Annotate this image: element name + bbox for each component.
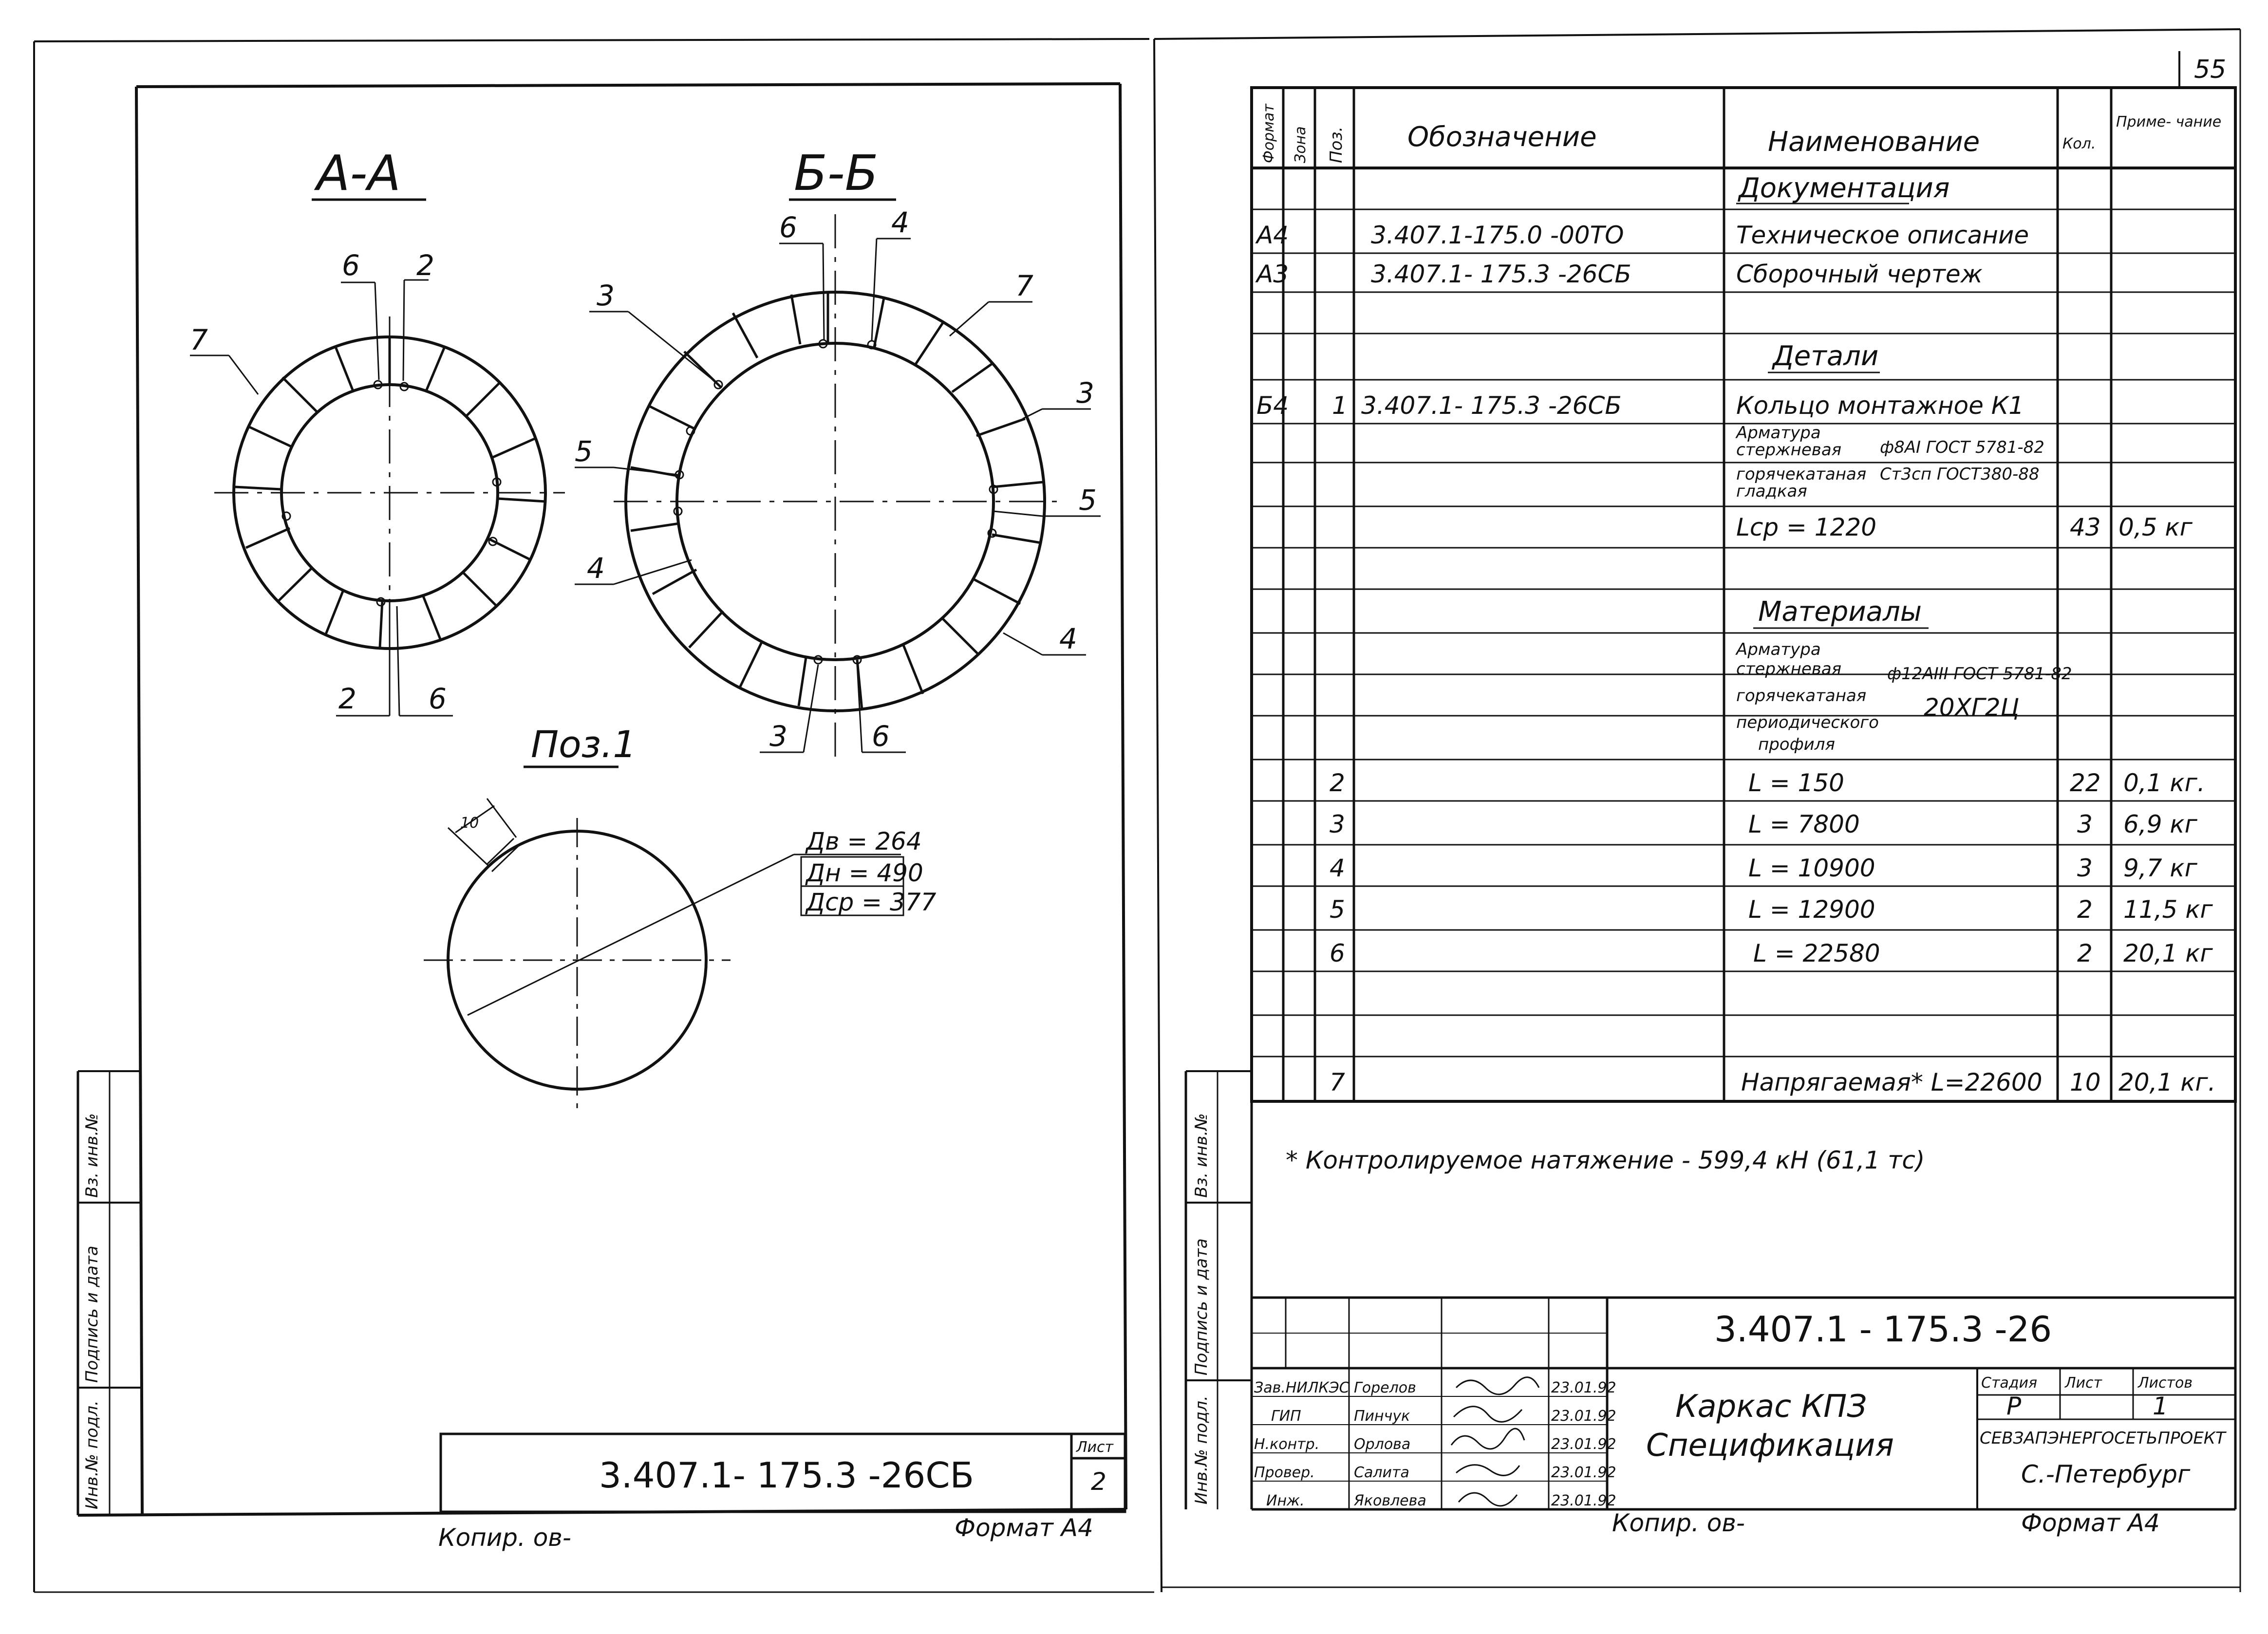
section-aa-title: А-А <box>317 145 401 202</box>
item7-name: Напрягаемая* L=22600 <box>1741 1068 2043 1096</box>
left-sheet <box>78 84 1126 1552</box>
signers <box>1254 1379 1616 1509</box>
detail-mat-2: стержневая <box>1736 440 1842 460</box>
doc1-name: Техническое описание <box>1736 221 2029 249</box>
detail-mat-1: Арматура <box>1736 423 1821 443</box>
left-margin-labels <box>82 1113 102 1509</box>
detail-designation: 3.407.1- 175.3 -26СБ <box>1361 391 1622 420</box>
item5-pos: 5 <box>1330 895 1345 924</box>
item5-qty: 2 <box>2077 895 2093 924</box>
title-line-1: Каркас КПЗ <box>1675 1389 1867 1425</box>
org-city: С.-Петербург <box>2021 1460 2191 1488</box>
margin-signature-date: Подпись и дата <box>82 1245 102 1383</box>
signer4-role: Провер. <box>1254 1464 1315 1481</box>
signer2-date: 23.01.92 <box>1551 1408 1616 1425</box>
spec-table-grid <box>1186 88 2235 1509</box>
sheet-label: Лист <box>2065 1374 2102 1392</box>
detail-mat-4: горячекатаная <box>1736 464 1867 484</box>
header-note: Приме- чание <box>2116 113 2222 130</box>
detail-format: Б4 <box>1256 391 1289 420</box>
header-qty: Кол. <box>2062 135 2096 152</box>
mat-3: ф12АIII ГОСТ 5781-82 <box>1887 664 2072 684</box>
signer1-name: Горелов <box>1354 1379 1416 1396</box>
section-docs: Документация <box>1739 172 1950 204</box>
aa-callout-6-bottom: 6 <box>429 682 447 715</box>
item3-pos: 3 <box>1330 810 1345 838</box>
bb-callout-5-left: 5 <box>575 435 593 468</box>
bb-callout-3-right: 3 <box>1076 376 1094 409</box>
item4-pos: 4 <box>1330 854 1345 882</box>
items-rows <box>1330 769 2216 1096</box>
bb-callout-4-left: 4 <box>587 552 605 585</box>
signer1-role: Зав.НИЛКЭС <box>1254 1379 1350 1396</box>
item2-qty: 22 <box>2070 769 2101 797</box>
pos1-dim-dn: Дн = 490 <box>806 859 923 887</box>
spec-margin-inv-orig: Инв.№ подл. <box>1192 1395 1211 1504</box>
sheets-label: Листов <box>2138 1374 2193 1392</box>
pos1-dim-dv: Дв = 264 <box>806 827 922 855</box>
signer3-date: 23.01.92 <box>1551 1436 1616 1453</box>
signer5-role: Инж. <box>1266 1492 1305 1509</box>
left-footer-format: Формат А4 <box>955 1514 1093 1542</box>
left-stamp-sheet-label: Лист <box>1076 1439 1114 1456</box>
mat-2: стержневая <box>1736 659 1842 679</box>
detail-mat-6: гладкая <box>1736 482 1807 501</box>
spec-header <box>1260 103 2221 163</box>
item4-name: L = 10900 <box>1748 854 1875 882</box>
pos1-title: Поз.1 <box>531 723 637 766</box>
item4-qty: 3 <box>2077 854 2093 882</box>
docs-rows <box>1255 221 2029 288</box>
aa-callout-6-top: 6 <box>342 249 360 282</box>
doc2-name: Сборочный чертеж <box>1736 260 1983 288</box>
aa-callout-2-bottom: 2 <box>338 682 356 715</box>
header-format: Формат <box>1260 104 1277 163</box>
detail-len-note: 0,5 кг <box>2118 513 2193 541</box>
aa-callout-2-top: 2 <box>416 249 434 282</box>
pos1-dim-10: 10 <box>460 815 479 832</box>
signer5-date: 23.01.92 <box>1551 1492 1616 1509</box>
item3-name: L = 7800 <box>1748 810 1860 838</box>
item7-pos: 7 <box>1330 1068 1345 1096</box>
title-line-2: Спецификация <box>1646 1428 1894 1464</box>
right-sheet <box>1186 51 2235 1537</box>
detail-len-qty: 43 <box>2070 513 2101 541</box>
stage-label: Стадия <box>1981 1374 2038 1392</box>
bb-callout-6-bottom: 6 <box>872 720 890 753</box>
item6-name: L = 22580 <box>1753 939 1880 967</box>
detail-len-name: Lср = 1220 <box>1736 513 1877 541</box>
item6-pos: 6 <box>1330 939 1345 967</box>
spec-margin-signature-date: Подпись и дата <box>1192 1238 1211 1375</box>
item2-pos: 2 <box>1330 769 1345 797</box>
detail-mat-3: ф8АI ГОСТ 5781-82 <box>1880 438 2044 457</box>
signer4-name: Салита <box>1354 1464 1409 1481</box>
right-footer-copy: Копир. ов- <box>1612 1509 1745 1537</box>
right-margin-labels <box>1192 1113 1211 1504</box>
spec-footnote: * Контролируемое натяжение - 599,4 кН (61,1 тс) <box>1286 1146 1925 1174</box>
item3-qty: 3 <box>2077 810 2093 838</box>
signer3-role: Н.контр. <box>1254 1436 1320 1453</box>
pos1-dim-dsr: Дср = 377 <box>806 888 937 916</box>
detail-name: Кольцо монтажное К1 <box>1736 391 2024 420</box>
mat-4: горячекатаная <box>1736 686 1867 706</box>
mat-1: Арматура <box>1736 640 1821 659</box>
bb-callout-4-top: 4 <box>891 206 909 239</box>
mat-7: профиля <box>1758 735 1835 754</box>
header-pos: Поз. <box>1327 126 1346 163</box>
signer1-date: 23.01.92 <box>1551 1379 1616 1396</box>
item7-note: 20,1 кг. <box>2118 1068 2216 1096</box>
stage-value: Р <box>2006 1392 2022 1420</box>
item5-note: 11,5 кг <box>2123 895 2213 924</box>
spec-margin-inv-dup: Вз. инв.№ <box>1192 1113 1211 1198</box>
item4-note: 9,7 кг <box>2123 854 2197 882</box>
item5-name: L = 12900 <box>1748 895 1875 924</box>
item6-qty: 2 <box>2077 939 2093 967</box>
detail-mat-5: Ст3сп ГОСТ380-88 <box>1880 464 2040 484</box>
detail-pos: 1 <box>1332 391 1348 420</box>
section-bb-title: Б-Б <box>794 145 879 202</box>
materials-block <box>1735 640 2072 754</box>
left-stamp-code: 3.407.1- 175.3 -26СБ <box>599 1455 974 1496</box>
mat-6: периодического <box>1736 713 1879 732</box>
header-name: Наименование <box>1768 126 1980 158</box>
signer2-name: Пинчук <box>1354 1408 1410 1425</box>
section-aa-ring <box>190 280 565 716</box>
header-zone: Зона <box>1292 126 1309 163</box>
title-block-code: 3.407.1 - 175.3 -26 <box>1714 1309 2052 1350</box>
bb-callout-6-top: 6 <box>779 211 797 244</box>
item6-note: 20,1 кг <box>2123 939 2213 967</box>
bb-callout-3-left: 3 <box>597 279 615 312</box>
item2-note: 0,1 кг. <box>2123 769 2205 797</box>
bb-callout-4-right: 4 <box>1059 622 1077 655</box>
doc1-designation: 3.407.1-175.0 -00ТО <box>1371 221 1624 249</box>
item3-note: 6,9 кг <box>2123 810 2197 838</box>
signer5-name: Яковлева <box>1354 1492 1426 1509</box>
aa-callout-7: 7 <box>190 323 208 356</box>
doc2-designation: 3.407.1- 175.3 -26СБ <box>1371 260 1631 288</box>
signer4-date: 23.01.92 <box>1551 1464 1616 1481</box>
page-number: 55 <box>2194 55 2227 84</box>
bb-callout-5-right: 5 <box>1079 483 1097 517</box>
doc1-format: А4 <box>1256 221 1289 249</box>
margin-inv-dup: Вз. инв.№ <box>82 1113 102 1198</box>
item2-name: L = 150 <box>1748 769 1844 797</box>
left-stamp-sheet-no: 2 <box>1091 1467 1106 1496</box>
section-details: Детали <box>1773 340 1879 372</box>
left-footer-copy: Копир. ов- <box>438 1523 571 1552</box>
bb-callout-7: 7 <box>1015 269 1033 302</box>
signer3-name: Орлова <box>1354 1436 1411 1453</box>
bb-callout-3-bottom: 3 <box>769 720 787 753</box>
mat-5: 20ХГ2Ц <box>1924 693 2020 722</box>
section-aa-callouts <box>190 249 447 715</box>
section-materials: Материалы <box>1758 596 1922 628</box>
signer2-role: ГИП <box>1271 1408 1301 1425</box>
item7-qty: 10 <box>2070 1068 2101 1096</box>
doc2-format: А3 <box>1256 260 1289 288</box>
header-designation: Обозначение <box>1407 121 1597 153</box>
margin-inv-orig: Инв.№ подл. <box>82 1400 102 1509</box>
sheet-value: 1 <box>2153 1392 2168 1420</box>
right-footer-format: Формат А4 <box>2021 1509 2160 1537</box>
org-name: СЕВЗАПЭНЕРГОСЕТЬПРОЕКТ <box>1980 1429 2226 1448</box>
